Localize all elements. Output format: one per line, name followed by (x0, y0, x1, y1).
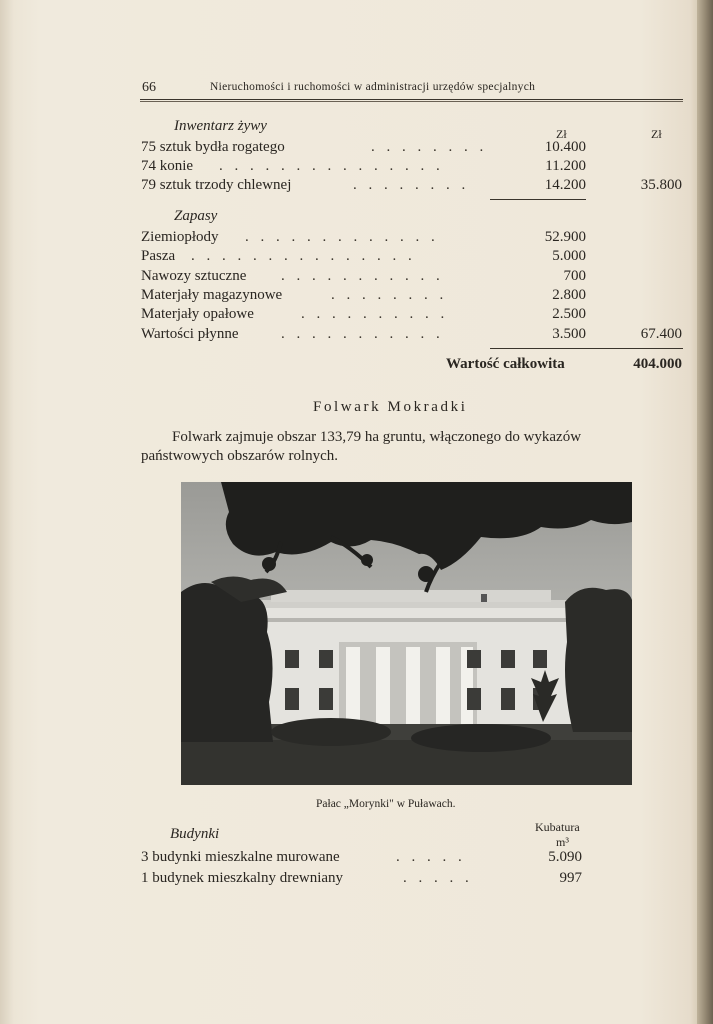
grand-total-label: Wartość całkowita (446, 356, 565, 372)
dot-leader: . . . . . . . . (331, 287, 448, 303)
inventory-row (141, 177, 686, 196)
dot-leader: . . . . . . . . . . . . . . . (219, 158, 444, 174)
currency-column-2: Zł (651, 127, 662, 141)
row-amount: 3.500 (552, 326, 586, 342)
running-title: Nieruchomości i ruchomości w administracji urzędów specjalnych (210, 81, 536, 93)
paragraph-line-1: Folwark zajmuje obszar 133,79 ha gruntu, włączonego do wykazów (172, 429, 582, 445)
row-total: 35.800 (640, 177, 682, 193)
supplies-row (141, 229, 686, 248)
row-amount: 10.400 (544, 139, 586, 155)
dot-leader: . . . . . . . . . . . (281, 326, 444, 342)
row-label: 3 budynki mieszkalne murowane (141, 849, 340, 865)
supplies-row (141, 248, 686, 267)
row-label: Pasza (141, 248, 176, 264)
row-amount: 14.200 (544, 177, 586, 193)
row-label: Ziemiopłody (141, 229, 219, 245)
row-volume: 997 (559, 870, 582, 886)
header-rule (140, 99, 683, 100)
paragraph-line-2: państwowych obszarów rolnych. (141, 448, 339, 464)
inventory-row (141, 139, 686, 158)
row-volume: 5.090 (548, 849, 582, 865)
row-amount: 2.800 (552, 287, 586, 303)
inventory-heading: Inwentarz żywy (174, 118, 267, 134)
row-label: Materjały opałowe (141, 306, 254, 322)
building-row (141, 849, 686, 868)
grand-total-value: 404.000 (633, 356, 682, 372)
row-total: 67.400 (640, 326, 682, 342)
currency-column-1: Zł (556, 127, 567, 141)
volume-column-header: Kubatura (535, 820, 580, 834)
page-edge (697, 0, 713, 1024)
supplies-row (141, 326, 686, 345)
row-label: 75 sztuk bydła rogatego (141, 139, 285, 155)
dot-leader: . . . . . . . . . . (301, 306, 449, 322)
supplies-row (141, 306, 686, 325)
dot-leader: . . . . . . . . (371, 139, 488, 155)
buildings-heading: Budynki (170, 826, 220, 842)
row-label: 74 konie (141, 158, 194, 174)
row-amount: 2.500 (552, 306, 586, 322)
row-label: 79 sztuk trzody chlewnej (141, 177, 292, 193)
row-amount: 52.900 (544, 229, 586, 245)
dot-leader: . . . . . . . . (353, 177, 470, 193)
header-rule-secondary (140, 101, 683, 102)
section-title: Folwark Mokradki (313, 399, 468, 415)
row-label: Materjały magazynowe (141, 287, 283, 303)
dot-leader: . . . . . . . . . . . (281, 268, 444, 284)
volume-unit: m³ (556, 835, 569, 849)
row-label: Wartości płynne (141, 326, 239, 342)
inventory-row (141, 158, 686, 177)
row-label: Nawozy sztuczne (141, 268, 247, 284)
row-amount: 700 (563, 268, 586, 284)
palace-photograph (181, 482, 632, 785)
dot-leader: . . . . . (396, 849, 466, 865)
subtotal-rule (490, 199, 586, 200)
total-rule (490, 348, 683, 349)
grand-total-row (141, 356, 686, 375)
supplies-row (141, 287, 686, 306)
photo-caption: Pałac „Morynki" w Puławach. (316, 798, 456, 810)
dot-leader: . . . . . . . . . . . . . (245, 229, 439, 245)
row-label: 1 budynek mieszkalny drewniany (141, 870, 344, 886)
row-amount: 11.200 (545, 158, 586, 174)
supplies-row (141, 268, 686, 287)
page-number: 66 (142, 80, 156, 95)
dot-leader: . . . . . (403, 870, 473, 886)
dot-leader: . . . . . . . . . . . . . . . (191, 248, 416, 264)
row-amount: 5.000 (552, 248, 586, 264)
supplies-heading: Zapasy (174, 208, 218, 224)
building-row (141, 870, 686, 889)
